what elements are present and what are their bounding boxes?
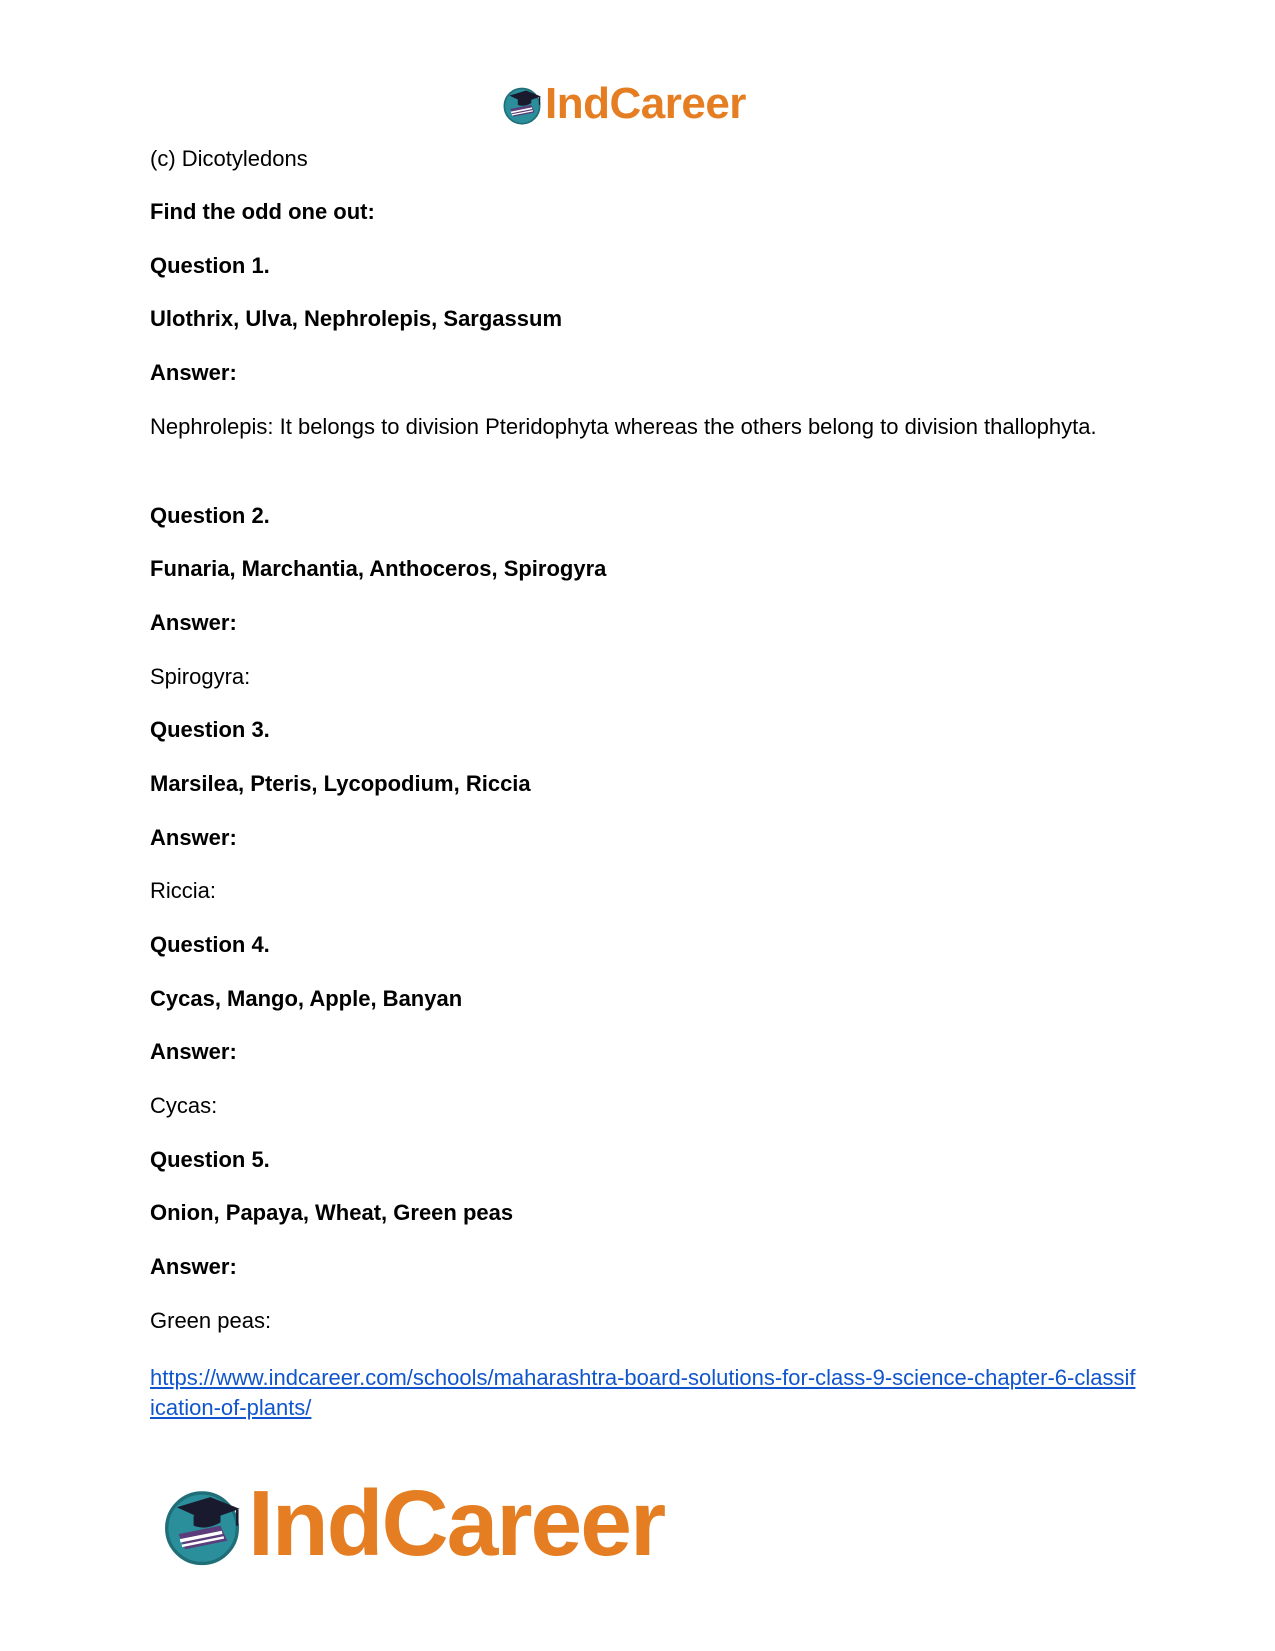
text-line: (c) Dicotyledons [150, 146, 308, 171]
question-label: Question 2. [150, 503, 270, 528]
question-text: Funaria, Marchantia, Anthoceros, Spirogyra [150, 556, 607, 581]
footer-logo-text: IndCareer [248, 1471, 665, 1575]
question-text: Onion, Papaya, Wheat, Green peas [150, 1200, 514, 1225]
answer-text: Spirogyra: [150, 664, 251, 689]
graduation-cap-book-globe-icon [501, 83, 543, 125]
answer-text: Green peas: [150, 1308, 272, 1333]
graduation-cap-book-globe-icon [160, 1482, 244, 1566]
question-label: Question 1. [150, 253, 270, 278]
answer-text: Riccia: [150, 878, 217, 903]
answer-label: Answer: [150, 1039, 237, 1064]
question-text: Marsilea, Pteris, Lycopodium, Riccia [150, 771, 531, 796]
question-label: Question 4. [150, 932, 270, 957]
question-label: Question 5. [150, 1147, 270, 1172]
question-text: Cycas, Mango, Apple, Banyan [150, 986, 463, 1011]
answer-text: Nephrolepis: It belongs to division Pteridophyta whereas the others belong to division thallophyta. [150, 414, 1097, 439]
header-logo-text: IndCareer [545, 79, 746, 128]
source-link[interactable]: https://www.indcareer.com/schools/maharashtra-board-solutions-for-class-9-science-chapter-6-classification-of-plants/ [150, 1365, 1136, 1420]
header-logo [501, 79, 746, 129]
footer-logo [160, 1470, 664, 1577]
question-text: Ulothrix, Ulva, Nephrolepis, Sargassum [150, 306, 563, 331]
answer-label: Answer: [150, 360, 237, 385]
answer-label: Answer: [150, 610, 237, 635]
question-label: Question 3. [150, 717, 270, 742]
answer-text: Cycas: [150, 1093, 218, 1118]
answer-label: Answer: [150, 1254, 237, 1279]
answer-label: Answer: [150, 825, 237, 850]
section-heading: Find the odd one out: [150, 199, 375, 224]
